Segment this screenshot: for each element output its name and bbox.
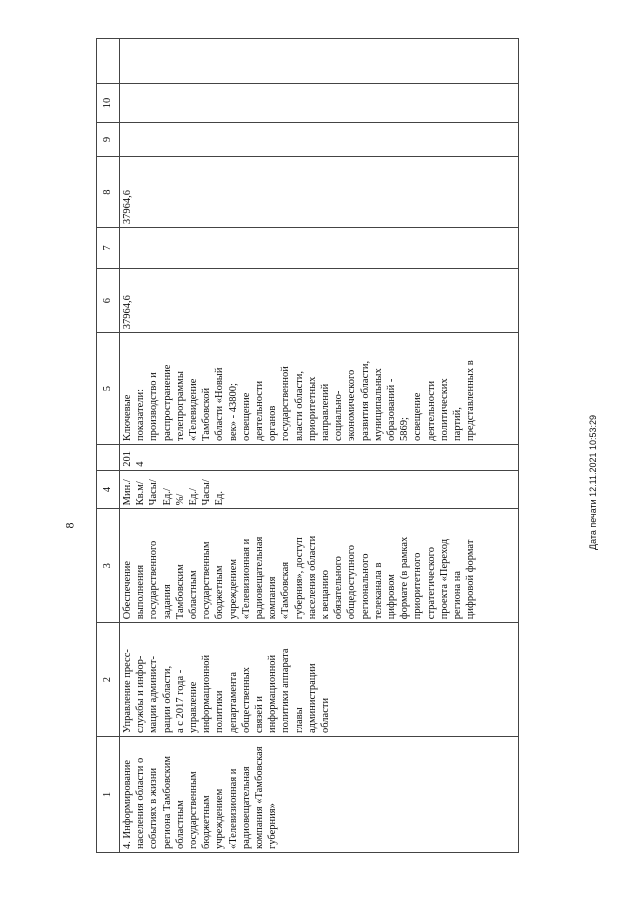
amount-cell-11	[120, 39, 519, 84]
header-cell	[97, 39, 120, 84]
header-cell: 7	[97, 228, 120, 269]
page-number: 8	[62, 522, 77, 529]
total-amount-cell: 37964,6	[120, 268, 519, 332]
table-landscape	[96, 38, 522, 853]
header-cell: 9	[97, 122, 120, 156]
measure-name-cell: 4. Информированиe населения области о событиях в жизни региона Тамбовским областным государственным бюджетным учреждением «Телевизионная и радиовещательная компания «Тамбовская губерния»	[120, 737, 519, 853]
header-cell: 1	[97, 737, 120, 853]
header-cell: 10	[97, 84, 120, 123]
print-date: Дата печати 12.11.2021 10:53:29	[588, 414, 598, 550]
executor-cell: Управление пресс- службы и инфор- мации админист- рации области, а с 2017 года - управление информационной политики департамента общественных связей и информационной политики аппарата главы администрации области	[120, 623, 519, 737]
header-cell: 6	[97, 268, 120, 332]
indicators-cell: Ключевые показатели: производство и распространение телепрограммы «Телевидение Тамбовской области «Новый век» - 43800; освещение деятельности органов государственной власти области, приоритетных направлений социально- экономического развития области, муниципальных образований - 5869; освещение деятельности политических партий, представленных в	[120, 333, 519, 445]
budget-table	[96, 38, 519, 853]
table-row	[120, 39, 519, 853]
amount-cell-8: 37964,6	[120, 157, 519, 228]
table-frame	[96, 38, 522, 853]
amount-cell-7	[120, 228, 519, 269]
year-cell: 2014	[120, 444, 519, 470]
header-cell	[97, 444, 120, 470]
header-cell: 8	[97, 157, 120, 228]
amount-cell-9	[120, 122, 519, 156]
description-cell: Обеспечение выполнения государственного задания Тамбовским областным государственным бюджетным учреждением «Телевизионная и радиовещательная компания «Тамбовская губерния», доступ населения области к вещанию обязательного общедоступного регионального телеканала в цифровом формате (в рамках приоритетного стратегического проекта «Переход региона на цифровой формат	[120, 509, 519, 623]
header-cell: 2	[97, 623, 120, 737]
header-cell: 5	[97, 333, 120, 445]
header-cell: 4	[97, 470, 120, 509]
units-cell: Мин./ Кв.м/ Часы/ Ед./ %/ Ед./ Часы/ Ед.	[120, 470, 519, 509]
header-row	[97, 39, 120, 853]
amount-cell-10	[120, 84, 519, 123]
header-cell: 3	[97, 509, 120, 623]
